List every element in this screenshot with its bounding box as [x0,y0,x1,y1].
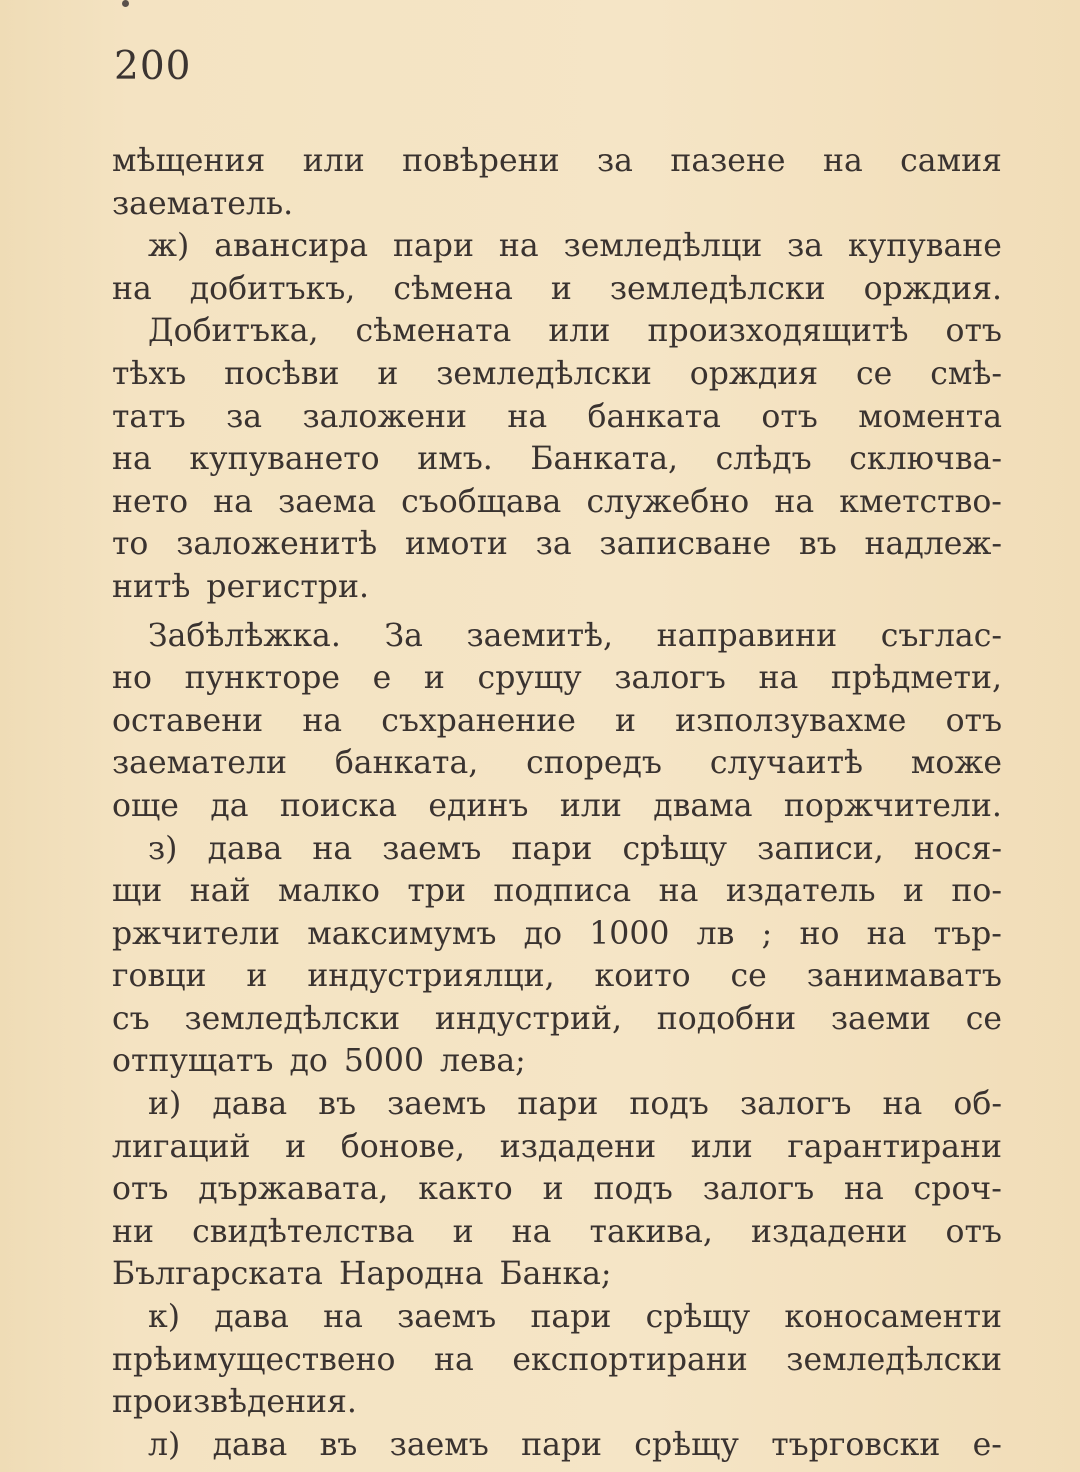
text-line: Българската Народна Банка; [112,1256,612,1293]
text-line: мѣщения или повѣрени за пазене на самия [112,143,1002,179]
text-line: на добитъкъ, сѣмена и земледѣлски орждия. [112,270,1002,307]
paragraph [112,1424,1002,1467]
text-line: ржчители максимумъ до 1000 лв ; но на тър- [112,915,1002,952]
text-line: заематель. [112,185,294,222]
text-line: л) дава въ заемъ пари срѣщу търговски е- [148,1426,1002,1463]
paragraph [112,310,1002,608]
note-paragraph [112,615,1002,828]
text-line: произвѣдения. [112,1384,357,1421]
text-line: и) дава въ заемъ пари подъ залогъ на об- [148,1086,1002,1123]
text-line: тѣхъ посѣви и земледѣлски орждия се смѣ- [112,355,1002,392]
text-line: нитѣ регистри. [112,568,369,605]
text-line: отъ държавата, както и подъ залогъ на сроч- [112,1171,1002,1208]
paragraph [112,828,1002,1084]
text-line: лигаций и бонове, издадени или гарантирани [112,1128,1002,1165]
text-line: на купуването имъ. Банката, слѣдъ сключва- [112,441,1002,478]
text-line: к) дава на заемъ пари срѣщу коносаменти [148,1299,1002,1336]
text-line: още да поиска единъ или двама поржчители. [112,787,1002,824]
text-line: татъ за заложени на банката отъ момента [112,398,1002,435]
text-line: оставени на съхранение и използувахме отъ [112,702,1002,739]
text-line: Добитъка, сѣмената или произходящитѣ отъ [148,313,1002,350]
text-line: Забѣлѣжка. За заемитѣ, направини съглас- [148,617,1002,654]
text-line: прѣимуществено на експортирани земледѣлски [112,1341,1002,1378]
text-line: отпущатъ до 5000 лева; [112,1043,526,1080]
body-text [112,140,1002,1466]
text-line: нето на заема съобщава служебно на кметство- [112,483,1002,520]
paragraph [112,140,1002,225]
text-line: ни свидѣтелства и на такива, издадени отъ [112,1213,1002,1250]
text-line: то заложенитѣ имоти за записване въ надлеж- [112,526,1002,563]
text-line: заематели банката, споредъ случаитѣ може [112,745,1002,782]
text-line: щи най малко три подписа на издатель и по- [112,873,1002,910]
text-line: з) дава на заемъ пари срѣщу записи, нося- [148,830,1002,867]
ink-speck [122,0,129,7]
paragraph [112,1296,1002,1424]
paragraph [112,225,1002,310]
page-number: 200 [114,44,192,89]
text-line: но пунктоpе е и срущу залогъ на прѣдмети, [112,660,1002,697]
text-line: говци и индустриялци, които се занимаватъ [112,958,1002,995]
text-line: ж) авансира пари на земледѣлци за купуване [148,228,1002,265]
text-line: съ земледѣлски индустрий, подобни заеми се [112,1000,1002,1037]
paragraph [112,1083,1002,1296]
